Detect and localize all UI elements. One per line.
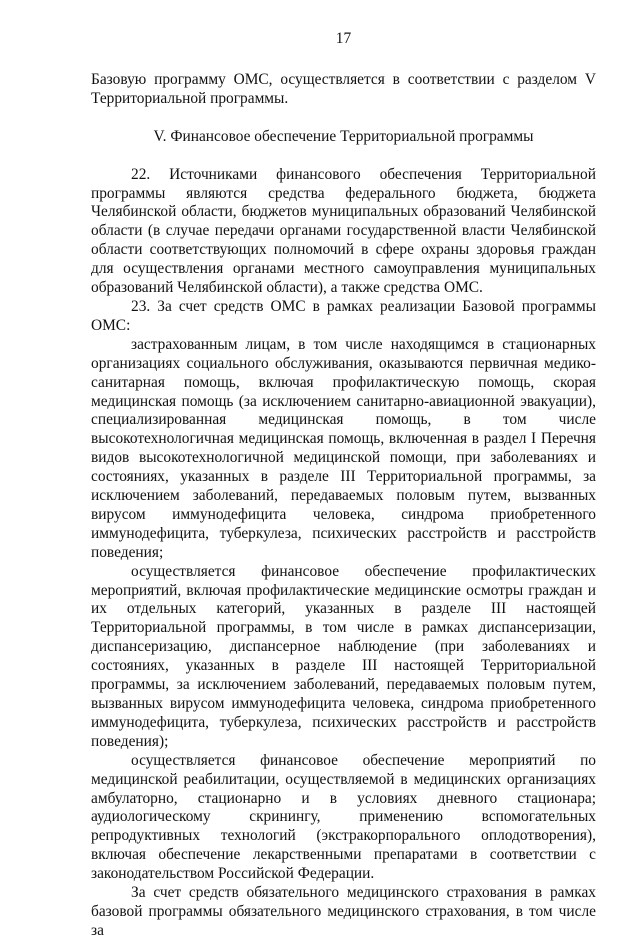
paragraph-preventive-measures: осуществляется финансовое обеспечение профилактических мероприятий, включая профилактические медицинские осмотры граждан и их отдельных категорий, указанных в разделе III настоящей Территориальной программы, в том числе в рамках диспансеризации, диспансеризацию, диспансерное наблюдение (при заболеваниях и состояниях, указанных в разделе III настоящей Территориальной программы, за исключением заболеваний, передаваемых половым путем, вызванных вирусом иммунодефицита человека, синдрома приобретенного иммунодефицита, туберкулеза, психических расстройств и расстройств поведения); [91, 562, 596, 750]
document-page [91, 30, 596, 941]
paragraph-item-22: 22. Источниками финансового обеспечения Территориальной программы являются средства федерального бюджета, бюджета Челябинской области, бюджетов муниципальных образований Челябинской области (в случае передачи органами государственной власти Челябинской области соответствующих полномочий в сфере охраны здоровья граждан для осуществления органами местного самоуправления муниципальных образований Челябинской области), а также средства ОМС. [91, 165, 596, 297]
paragraph-item-23: 23. За счет средств ОМС в рамках реализации Базовой программы ОМС: [91, 297, 596, 334]
paragraph-oms-basic-program: За счет средств обязательного медицинского страхования в рамках базовой программы обязательного медицинского страхования, в том числе за [91, 884, 596, 939]
page-number: 17 [335, 30, 352, 47]
section-heading: V. Финансовое обеспечение Территориальной программы [153, 127, 534, 145]
paragraph-rehabilitation: осуществляется финансовое обеспечение мероприятий по медицинской реабилитации, осуществляемой в медицинских организациях амбулаторно, стационарно и в условиях дневного стационара; аудиологическому скринингу, применению вспомогательных репродуктивных технологий (экстракорпорального оплодотворения), включая обеспечение лекарственными препаратами в соответствии с законодательством Российской Федерации. [91, 751, 596, 883]
paragraph-continuation: Базовую программу ОМС, осуществляется в соответствии с разделом V Территориальной программы. [91, 70, 596, 107]
paragraph-insured-persons: застрахованным лицам, в том числе находящимся в стационарных организациях социального обслуживания, оказываются первичная медико-санитарная помощь, включая профилактическую помощь, скорая медицинская помощь (за исключением санитарно-авиационной эвакуации), специализированная медицинская помощь, в том числе высокотехнологичная медицинская помощь, включенная в раздел I Перечня видов высокотехнологичной медицинской помощи, при заболеваниях и состояниях, указанных в разделе III Территориальной программы, за исключением заболеваний, передаваемых половым путем, вызванных вирусом иммунодефицита человека, синдрома приобретенного иммунодефицита, туберкулеза, психических расстройств и расстройств поведения; [91, 335, 596, 561]
